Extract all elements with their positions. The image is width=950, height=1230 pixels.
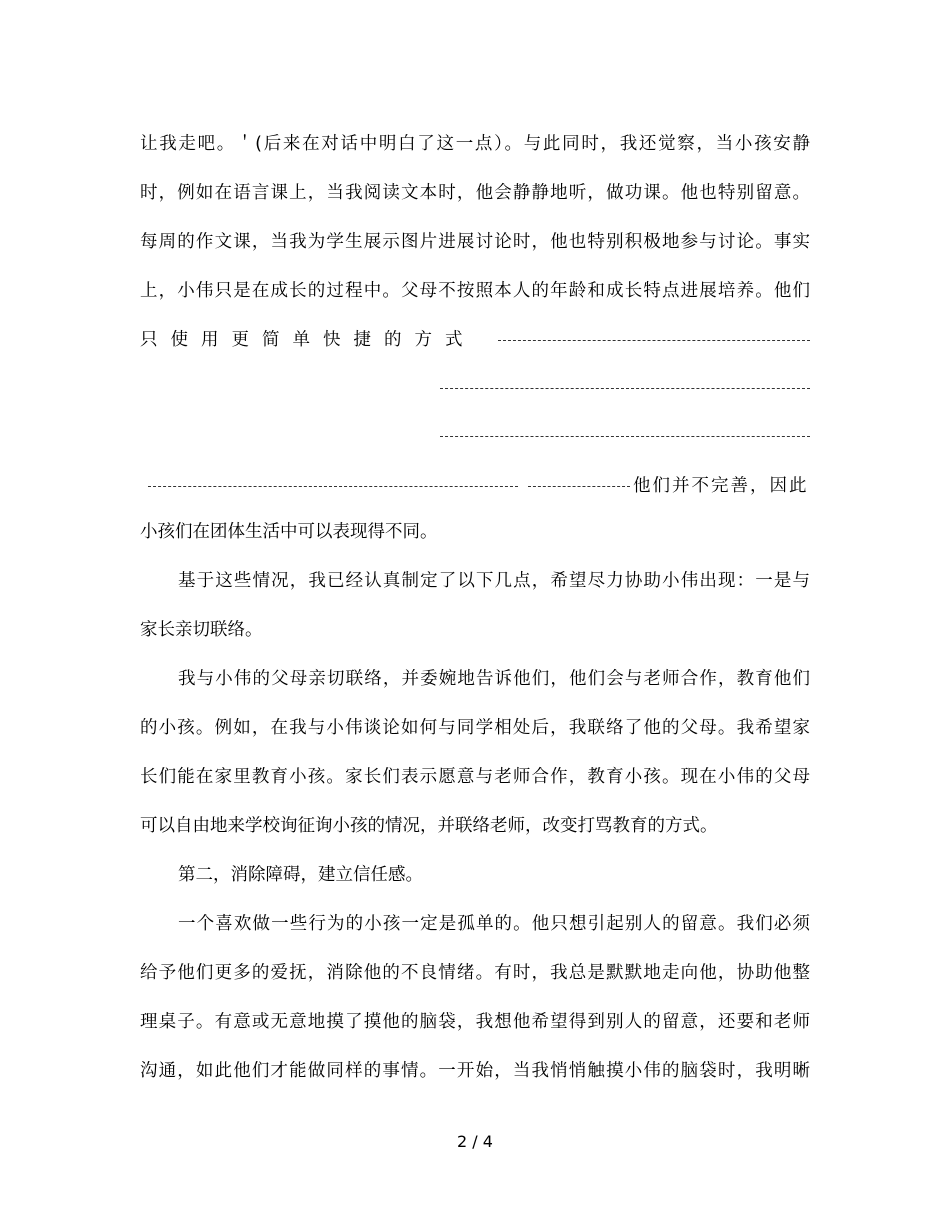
paragraph-start: 第二，消除障碍，建立信任感。 [178, 865, 423, 885]
fill-in-blank-line [498, 340, 810, 341]
text-line: 上，小伟只是在成长的过程中。父母不按照本人的年龄和成长特点进展培养。他们 [140, 281, 810, 301]
text-line: 每周的作文课，当我为学生展示图片进展讨论时，他也特别积极地参与讨论。事实 [140, 232, 810, 252]
fill-in-blank-line [528, 486, 630, 487]
fill-in-blank-line [148, 486, 518, 487]
fill-in-blank-line [440, 388, 810, 389]
fill-in-blank-line [440, 436, 810, 437]
text-line: 给予他们更多的爱抚，消除他的不良情绪。有时，我总是默默地走向他，协助他整 [140, 963, 810, 983]
text-line: 可以自由地来学校询征询小孩的情况，并联络老师，改变打骂教育的方式。 [140, 816, 718, 836]
text-line: 的小孩。例如，在我与小伟谈论如何与同学相处后，我联络了他的父母。我希望家 [140, 718, 810, 738]
text-line: 家长亲切联络。 [140, 620, 263, 640]
text-line: 理桌子。有意或无意地摸了摸他的脑袋，我想他希望得到别人的留意，还要和老师 [140, 1012, 810, 1032]
paragraph-start: 基于这些情况，我已经认真制定了以下几点，希望尽力协助小伟出现：一是与 [178, 571, 810, 591]
text-line: 让我走吧。＇(后来在对话中明白了这一点）。与此同时，我还觉察，当小孩安静 [140, 134, 810, 154]
text-line: 沟通，如此他们才能做同样的事情。一开始，当我悄悄触摸小伟的脑袋时，我明晰 [140, 1061, 810, 1081]
paragraph-start: 我与小伟的父母亲切联络，并委婉地告诉他们，他们会与老师合作，教育他们 [178, 669, 810, 689]
text-line: 他们并不完善，因此 [633, 476, 809, 496]
text-line: 长们能在家里教育小孩。家长们表示愿意与老师合作，教育小孩。现在小伟的父母 [140, 767, 810, 787]
text-line: 小孩们在团体生活中可以表现得不同。 [140, 522, 438, 542]
text-line: 只使用更简单快捷的方式 [140, 330, 476, 350]
text-line: 时，例如在语言课上，当我阅读文本时，他会静静地听，做功课。他也特别留意。 [140, 183, 810, 203]
page-number: 2 / 4 [457, 1132, 493, 1151]
paragraph-start: 一个喜欢做一些行为的小孩一定是孤单的。他只想引起别人的留意。我们必须 [178, 914, 810, 934]
